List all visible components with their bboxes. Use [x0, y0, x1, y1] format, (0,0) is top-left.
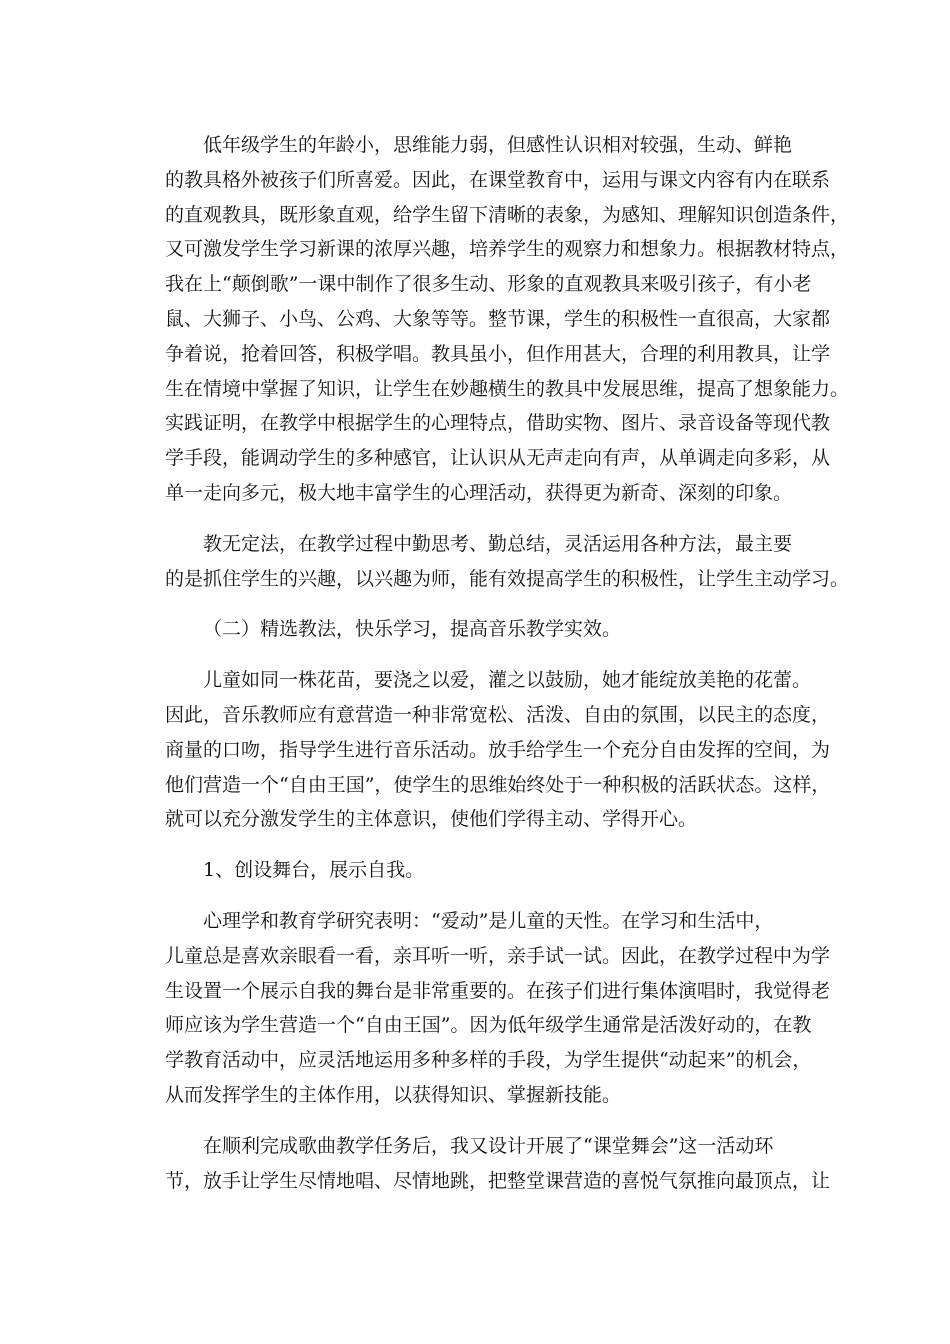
paragraph-teaching-aids	[165, 128, 850, 511]
text-line: 就可以充分激发学生的主体意识，使他们学得主动、学得开心。	[165, 808, 698, 831]
text-line: 学手段，能调动学生的多种感官，让认识从无声走向有声，从单调走向多彩，从	[165, 447, 831, 470]
paragraph-no-fixed-method	[165, 527, 850, 597]
text-line: 儿童总是喜欢亲眼看一看，亲耳听一听，亲手试一试。因此，在教学过程中为学	[165, 944, 831, 967]
text-line: 生设置一个展示自我的舞台是非常重要的。在孩子们进行集体演唱时，我觉得老	[165, 979, 831, 1002]
paragraph-children-flower	[165, 663, 830, 837]
text-line: 师应该为学生营造一个“自由王国”。因为低年级学生通常是活泼好动的，在教	[165, 1014, 812, 1037]
text-line: 的是抓住学生的兴趣，以兴趣为师，能有效提高学生的积极性，让学生主动学习。	[165, 567, 850, 590]
paragraph-classroom-dance	[165, 1129, 830, 1199]
text-line: 单一走向多元，极大地丰富学生的心理活动，获得更为新奇、深刻的印象。	[165, 481, 793, 504]
text-line: 他们营造一个“自由王国”，使学生的思维始终处于一种积极的活跃状态。这样，	[165, 773, 831, 796]
section-heading-2	[165, 612, 830, 647]
text-line: 心理学和教育学研究表明：“爱动”是儿童的天性。在学习和生活中，	[203, 909, 774, 932]
text-line: 在顺利完成歌曲教学任务后，我又设计开展了“课堂舞会”这一活动环	[203, 1134, 774, 1157]
text-line: 生在情境中掌握了知识，让学生在妙趣横生的教具中发展思维，提高了想象能力。	[165, 377, 850, 400]
text-line: 教无定法，在教学过程中勤思考、勤总结，灵活运用各种方法，最主要	[203, 532, 793, 555]
text-line: 的直观教具，既形象直观，给学生留下清晰的表象，为感知、理解知识创造条件，	[165, 203, 850, 226]
text-line: 又可激发学生学习新课的浓厚兴趣，培养学生的观察力和想象力。根据教材特点，	[165, 238, 850, 261]
text-line: （二）精选教法，快乐学习，提高音乐教学实效。	[203, 618, 622, 641]
text-line: 儿童如同一株花苗，要浇之以爱，灌之以鼓励，她才能绽放美艳的花蕾。	[203, 669, 812, 692]
text-line: 1、创设舞台，展示自我。	[203, 859, 425, 882]
text-line: 争着说，抢着回答，积极学唱。教具虽小，但作用甚大，合理的利用教具，让学	[165, 342, 831, 365]
paragraph-psychology	[165, 904, 830, 1113]
text-line: 从而发挥学生的主体作用，以获得知识、掌握新技能。	[165, 1083, 622, 1106]
text-line: 实践证明，在教学中根据学生的心理特点，借助实物、图片、录音设备等现代教	[165, 412, 831, 435]
text-line: 商量的口吻，指导学生进行音乐活动。放手给学生一个充分自由发挥的空间，为	[165, 738, 831, 761]
text-line: 低年级学生的年龄小，思维能力弱，但感性认识相对较强，生动、鲜艳	[203, 134, 793, 156]
document-body	[165, 128, 850, 1198]
text-line: 学教育活动中，应灵活地运用多种多样的手段，为学生提供“动起来”的机会，	[165, 1049, 812, 1072]
text-line: 我在上“颠倒歌”一课中制作了很多生动、形象的直观教具来吸引孩子，有小老	[165, 273, 812, 296]
text-line: 的教具格外被孩子们所喜爱。因此，在课堂教育中，运用与课文内容有内在联系	[165, 168, 831, 191]
text-line: 节，放手让学生尽情地唱、尽情地跳，把整堂课营造的喜悦气氛推向最顶点，让	[165, 1169, 831, 1192]
text-line: 因此，音乐教师应有意营造一种非常宽松、活泼、自由的氛围，以民主的态度，	[165, 703, 831, 726]
subheading-stage	[165, 853, 830, 888]
text-line: 鼠、大狮子、小鸟、公鸡、大象等等。整节课，学生的积极性一直很高，大家都	[165, 307, 831, 330]
